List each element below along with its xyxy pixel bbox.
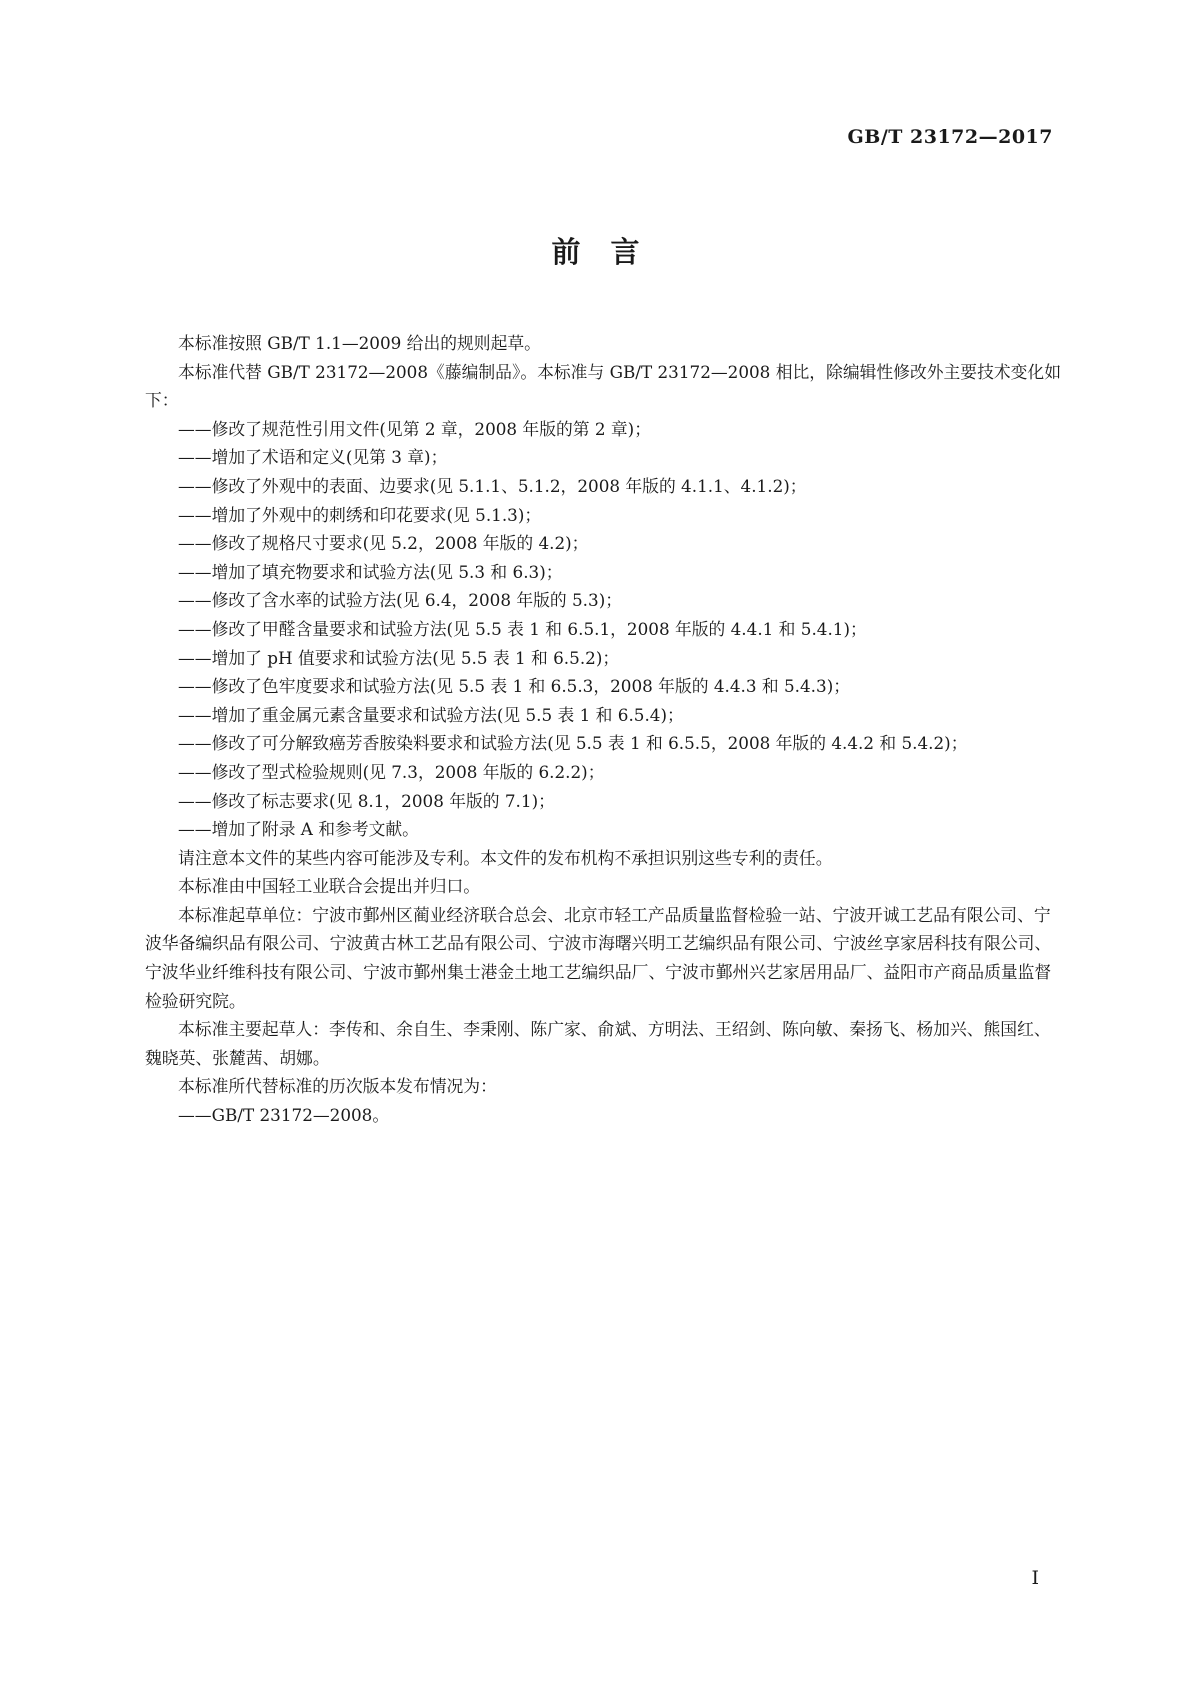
list-item: ——修改了含水率的试验方法(见 6.4，2008 年版的 5.3)； (178, 590, 623, 611)
list-item: ——增加了填充物要求和试验方法(见 5.3 和 6.3)； (178, 561, 563, 582)
list-item: ——修改了型式检验规则(见 7.3，2008 年版的 6.2.2)； (178, 761, 605, 782)
list-item: ——GB/T 23172—2008。 (178, 1105, 390, 1126)
list-item: ——增加了 pH 值要求和试验方法(见 5.5 表 1 和 6.5.2)； (178, 647, 620, 668)
list-item: ——增加了附录 A 和参考文献。 (178, 819, 419, 840)
list-item: ——修改了标志要求(见 8.1，2008 年版的 7.1)； (178, 790, 555, 811)
paragraph: 本标准起草单位：宁波市鄞州区蔺业经济联合总会、北京市轻工产品质量监督检验一站、宁波开诚工艺品有限公司、宁波华备编织品有限公司、宁波黄古林工艺品有限公司、宁波市海曙兴明工艺编织品有限公司、宁波丝享家居科技有限公司、宁波华业纤维科技有限公司、宁波市鄞州集士港金土地工艺编织品厂、宁波市鄞州兴艺家居用品厂、益阳市产商品质量监督检验研究院。 (145, 904, 1052, 1011)
page-title: 前言 (551, 235, 670, 269)
list-item: ——修改了甲醛含量要求和试验方法(见 5.5 表 1 和 6.5.1，2008 年版的 4.4.1 和 5.4.1)； (178, 618, 867, 639)
list-item: ——增加了术语和定义(见第 3 章)； (178, 447, 448, 468)
list-item: ——修改了规格尺寸要求(见 5.2，2008 年版的 4.2)； (178, 533, 589, 554)
list-item: ——修改了可分解致癌芳香胺染料要求和试验方法(见 5.5 表 1 和 6.5.5，2008 年版的 4.4.2 和 5.4.2)； (178, 733, 968, 754)
list-item: ——修改了色牢度要求和试验方法(见 5.5 表 1 和 6.5.3，2008 年版的 4.4.3 和 5.4.3)； (178, 676, 851, 697)
list-item: ——增加了重金属元素含量要求和试验方法(见 5.5 表 1 和 6.5.4)； (178, 704, 684, 725)
paragraph: 本标准由中国轻工业联合会提出并归口。 (178, 876, 481, 897)
paragraph: 本标准按照 GB/T 1.1—2009 给出的规则起草。 (178, 333, 541, 353)
list-item: ——修改了外观中的表面、边要求(见 5.1.1、5.1.2，2008 年版的 4.1.1、4.1.2)； (178, 475, 807, 496)
list-item: ——修改了规范性引用文件(见第 2 章，2008 年版的第 2 章)； (178, 418, 652, 439)
document-body (145, 329, 1063, 1130)
list-item: ——增加了外观中的刺绣和印花要求(见 5.1.3)； (178, 504, 542, 525)
paragraph: 本标准所代替标准的历次版本发布情况为： (178, 1076, 497, 1097)
standard-number: GB/T 23172—2017 (847, 126, 1053, 148)
paragraph: 本标准代替 GB/T 23172—2008《藤编制品》。本标准与 GB/T 23172—2008 相比，除编辑性修改外主要技术变化如下： (145, 361, 1061, 411)
page-number: I (1031, 1567, 1039, 1589)
paragraph: 请注意本文件的某些内容可能涉及专利。本文件的发布机构不承担识别这些专利的责任。 (178, 847, 833, 868)
changes-list (145, 415, 1063, 844)
paragraph: 本标准主要起草人：李传和、余自生、李秉刚、陈广家、俞斌、方明法、王绍剑、陈向敏、秦扬飞、杨加兴、熊国红、魏晓英、张麓茜、胡娜。 (145, 1019, 1051, 1068)
